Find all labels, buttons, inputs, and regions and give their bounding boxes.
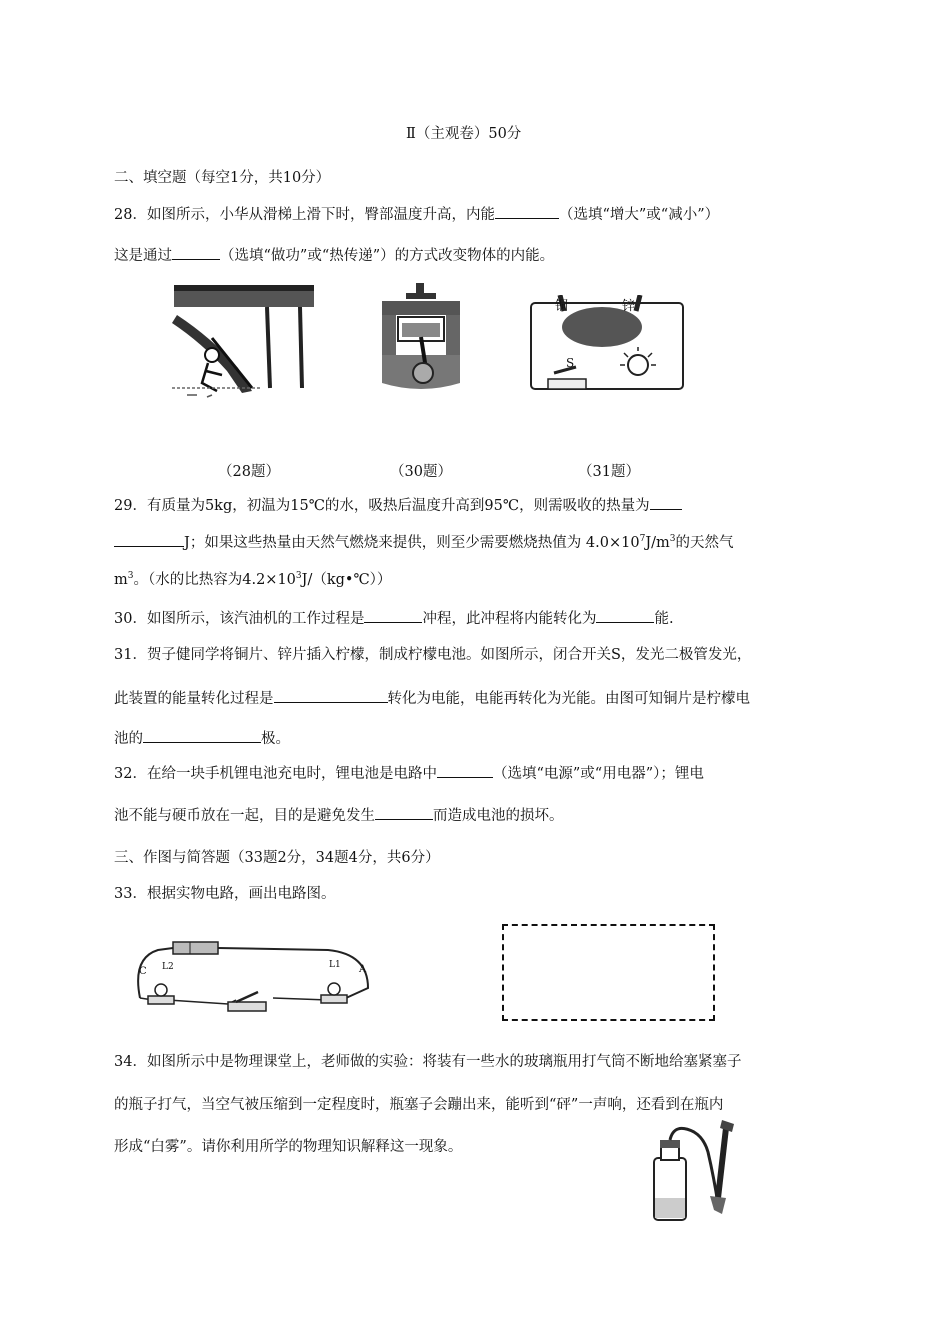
q29-exp-3c: 3 xyxy=(295,571,302,582)
q30-blank-1[interactable] xyxy=(364,608,422,623)
q34-line1: 34．如图所示中是物理课堂上，老师做的实验：将装有一些水的玻璃瓶用打气筒不断地给塞紧塞子 xyxy=(114,1054,742,1070)
q34-line3: 形成“白雾”。请你利用所学的物理知识解释这一现象。 xyxy=(114,1139,463,1155)
answer-box[interactable] xyxy=(502,924,715,1021)
q31-text-b: 转化为电能，电能再转化为光能。由图可知铜片是柠檬电 xyxy=(387,691,750,707)
bottle-pump-figure xyxy=(648,1118,748,1224)
q28-text-b: （选填“增大”或“减小”） xyxy=(558,207,720,223)
q31-line3 xyxy=(114,728,290,749)
q32-blank-1[interactable] xyxy=(437,763,493,778)
q29-text-c: J/m xyxy=(645,535,670,551)
q28-line1 xyxy=(114,204,719,225)
q28-text-a: 28．如图所示，小华从滑梯上滑下时，臀部温度升高，内能 xyxy=(114,207,495,223)
circuit-label-l1: L1 xyxy=(329,960,341,970)
q31-line2 xyxy=(114,688,750,709)
q30-line xyxy=(114,608,674,629)
switch-label: S xyxy=(566,356,575,370)
q29-blank-1b[interactable] xyxy=(114,532,184,547)
circuit-label-a: A xyxy=(359,964,367,975)
q32-text-b: （选填“电源”或“用电器”）；锂电 xyxy=(492,766,704,782)
part3-header: 三、作图与简答题（33题2分，34题4分，共6分） xyxy=(114,850,440,866)
q30-text-b: 冲程，此冲程将内能转化为 xyxy=(422,611,597,627)
q29-text-g: J/（kg•℃）） xyxy=(301,572,392,588)
q29-text-b: J；如果这些热量由天然气燃烧来提供，则至少需要燃烧热值为 4.0×10 xyxy=(184,535,640,551)
q29-line1 xyxy=(114,495,682,516)
q32-text-a: 32．在给一块手机锂电池充电时，锂电池是电路中 xyxy=(114,766,437,782)
q29-exp-7: 7 xyxy=(639,534,646,545)
copper-label: 铜 xyxy=(555,299,569,314)
q29-text-f: 。（水的比热容为4.2×10 xyxy=(133,572,296,588)
q31-text-c: 池的 xyxy=(114,731,143,747)
engine-figure xyxy=(378,283,464,393)
q29-blank-1a[interactable] xyxy=(650,495,682,510)
q28-blank-1[interactable] xyxy=(495,204,559,219)
q32-line2 xyxy=(114,805,564,826)
q32-text-c: 池不能与硬币放在一起，目的是避免发生 xyxy=(114,808,375,824)
q30-text-a: 30．如图所示，该汽油机的工作过程是 xyxy=(114,611,365,627)
circuit-label-c: C xyxy=(139,966,147,977)
q30-blank-2[interactable] xyxy=(596,608,654,623)
q28-blank-2[interactable] xyxy=(172,245,220,260)
caption-30: （30题） xyxy=(390,464,452,480)
circuit-label-l2: L2 xyxy=(162,962,174,972)
q31-blank-1[interactable] xyxy=(274,688,388,703)
q29-exp-3b: 3 xyxy=(127,571,134,582)
q28-line2 xyxy=(114,245,554,266)
slide-figure xyxy=(172,283,322,405)
lemon-battery-figure xyxy=(530,295,685,399)
section-title: Ⅱ（主观卷）50分 xyxy=(406,126,522,142)
q32-text-d: 而造成电池的损坏。 xyxy=(433,808,564,824)
q34-line2: 的瓶子打气，当空气被压缩到一定程度时，瓶塞子会蹦出来，能听到“砰”一声响，还看到在瓶内 xyxy=(114,1097,724,1113)
q29-text-a: 29．有质量为5kg，初温为15℃的水，吸热后温度升高到95℃，则需吸收的热量为 xyxy=(114,498,650,514)
q28-text-d: （选填“做功”或“热传递”）的方式改变物体的内能。 xyxy=(220,248,555,264)
q29-line3 xyxy=(114,570,391,590)
q29-exp-3a: 3 xyxy=(669,534,676,545)
q30-text-c: 能. xyxy=(654,611,674,627)
q29-text-d: 的天然气 xyxy=(675,535,734,551)
zinc-label: 锌 xyxy=(622,299,636,314)
q29-text-e: m xyxy=(114,572,128,588)
q29-line2 xyxy=(114,532,734,553)
q32-line1 xyxy=(114,763,704,784)
q33-text: 33．根据实物电路，画出电路图。 xyxy=(114,886,336,902)
caption-28: （28题） xyxy=(218,464,280,480)
caption-31: （31题） xyxy=(578,464,640,480)
q28-text-c: 这是通过 xyxy=(114,248,172,264)
q31-blank-2[interactable] xyxy=(143,728,261,743)
part2-header: 二、填空题（每空1分，共10分） xyxy=(114,170,331,186)
q32-blank-2[interactable] xyxy=(375,805,433,820)
q31-text-d: 极。 xyxy=(261,731,290,747)
q31-text-a: 此装置的能量转化过程是 xyxy=(114,691,274,707)
q31-line1: 31．贺子健同学将铜片、锌片插入柠檬，制成柠檬电池。如图所示，闭合开关S，发光二极管发光， xyxy=(114,647,752,663)
